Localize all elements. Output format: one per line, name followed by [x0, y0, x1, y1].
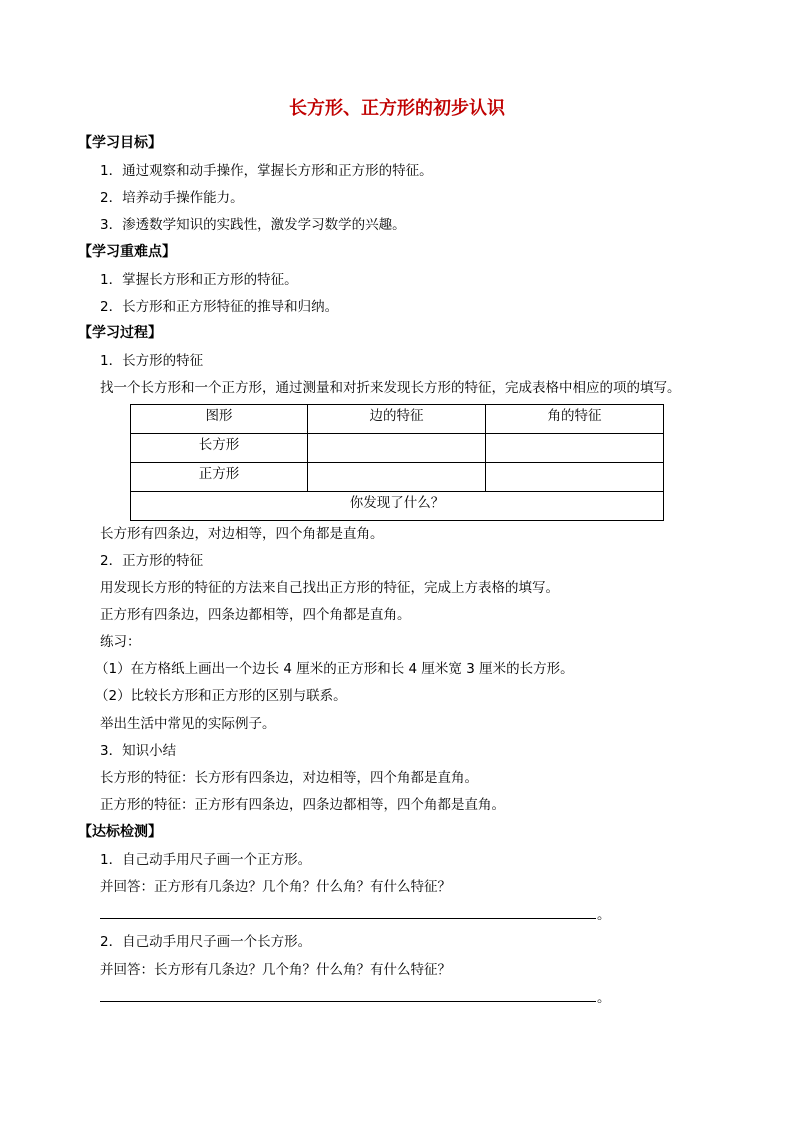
step3-title: 3．知识小结	[100, 743, 177, 759]
step1-text: 找一个长方形和一个正方形，通过测量和对折来发现长方形的特征，完成表格中相应的项的填写。	[100, 380, 681, 396]
key-point-2: 2．长方形和正方形特征的推导和归纳。	[100, 299, 339, 315]
table-row	[131, 463, 664, 492]
test-q1-prompt: 并回答：正方形有几条边？几个角？什么角？有什么特征？	[100, 879, 451, 895]
table-footer-row	[131, 492, 664, 521]
practice-item-2: （2）比较长方形和正方形的区别与联系。	[95, 688, 347, 704]
step2-text: 用发现长方形的特征的方法来自己找出正方形的特征，完成上方表格的填写。	[100, 580, 559, 596]
practice-item-1: （1）在方格纸上画出一个边长 4 厘米的正方形和长 4 厘米宽 3 厘米的长方形。	[95, 661, 574, 677]
step1-title: 1．长方形的特征	[100, 353, 204, 369]
step2-title: 2．正方形的特征	[100, 553, 204, 569]
test-q2-prompt: 并回答：长方形有几条边？几个角？什么角？有什么特征？	[100, 962, 451, 978]
rect-answer: 长方形有四条边，对边相等，四个角都是直角。	[100, 526, 384, 542]
process-heading: 【学习过程】	[78, 325, 162, 341]
answer-line-1	[100, 918, 596, 919]
page-title: 长方形、正方形的初步认识	[289, 98, 505, 119]
key-points-heading: 【学习重难点】	[78, 244, 176, 260]
table-cell-blank	[308, 463, 486, 492]
test-q1: 1．自己动手用尺子画一个正方形。	[100, 852, 312, 868]
table-row	[131, 434, 664, 463]
practice-label: 练习：	[100, 634, 141, 650]
examples-text: 举出生活中常见的实际例子。	[100, 716, 276, 732]
square-answer: 正方形有四条边，四条边都相等，四个角都是直角。	[100, 607, 411, 623]
summary-square: 正方形的特征：正方形有四条边，四条边都相等，四个角都是直角。	[100, 797, 505, 813]
answer-line-2	[100, 1001, 596, 1002]
table-cell-blank	[486, 434, 664, 463]
goals-heading: 【学习目标】	[78, 135, 162, 151]
table-header-cell: 角的特征	[486, 405, 664, 434]
goal-item-1: 1．通过观察和动手操作，掌握长方形和正方形的特征。	[100, 163, 433, 179]
test-heading: 【达标检测】	[78, 824, 162, 840]
table-cell-blank	[308, 434, 486, 463]
test-q2: 2．自己动手用尺子画一个长方形。	[100, 934, 312, 950]
table-header-row	[131, 405, 664, 434]
table-cell-shape: 正方形	[131, 463, 308, 492]
table-cell-shape: 长方形	[131, 434, 308, 463]
goal-item-2: 2．培养动手操作能力。	[100, 190, 244, 206]
feature-table	[130, 404, 664, 521]
table-header-cell: 图形	[131, 405, 308, 434]
answer-end-mark-2: 。	[597, 990, 611, 1006]
answer-end-mark-1: 。	[597, 907, 611, 923]
key-point-1: 1．掌握长方形和正方形的特征。	[100, 272, 298, 288]
summary-rect: 长方形的特征：长方形有四条边，对边相等，四个角都是直角。	[100, 770, 478, 786]
goal-item-3: 3．渗透数学知识的实践性，激发学习数学的兴趣。	[100, 217, 406, 233]
table-header-cell: 边的特征	[308, 405, 486, 434]
table-cell-blank	[486, 463, 664, 492]
table-footer-cell: 你发现了什么？	[131, 492, 664, 521]
